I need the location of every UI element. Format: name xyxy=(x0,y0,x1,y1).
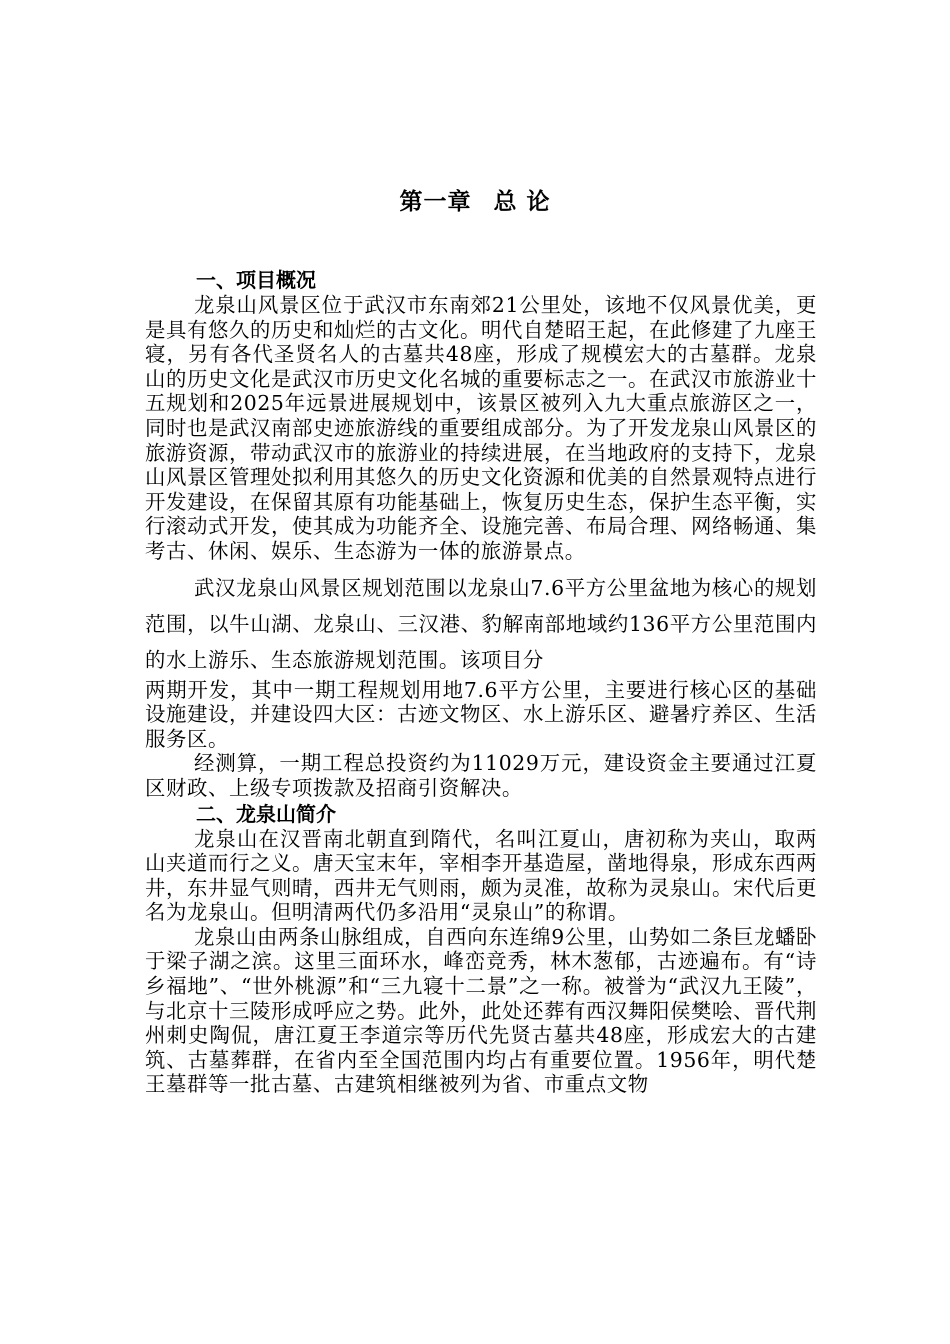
paragraph-name-history: 龙泉山在汉晋南北朝直到隋代，名叫江夏山，唐初称为夹山，取两山夹道而行之义。唐天宝末年，宰相李开基造屋，凿地得泉，形成东西两井，东井显气则晴，西井无气则雨，颇为灵准，故称为灵泉山。宋代后更名为龙泉山。但明清两代仍多沿用“灵泉山”的称谓。 xyxy=(145,826,817,925)
chapter-number: 第一章 xyxy=(399,189,472,215)
section-heading-longquan: 二、龙泉山简介 xyxy=(196,801,336,826)
chapter-title xyxy=(0,183,950,216)
paragraph-overview-intro: 龙泉山风景区位于武汉市东南郊21公里处，该地不仅风景优美，更是具有悠久的历史和灿烂的古文化。明代自楚昭王起，在此修建了九座王寝，另有各代圣贤名人的古墓共48座，形成了规模宏大的古墓群。龙泉山的历史文化是武汉市历史文化名城的重要标志之一。在武汉市旅游业十五规划和2025年远景进展规划中，该景区被列入九大重点旅游区之一，同时也是武汉南部史迹旅游线的重要组成部分。为了开发龙泉山风景区的旅游资源，带动武汉市的旅游业的持续进展，在当地政府的支持下，龙泉山风景区管理处拟利用其悠久的历史文化资源和优美的自然景观特点进行开发建设，在保留其原有功能基础上，恢复历史生态，保护生态平衡，实行滚动式开发，使其成为功能齐全、设施完善、布局合理、网络畅通、集考古、休闲、娱乐、生态游为一体的旅游景点。 xyxy=(145,293,817,563)
paragraph-two-phase: 两期开发，其中一期工程规划用地7.6平方公里，主要进行核心区的基础设施建设，并建设四大区：古迹文物区、水上游乐区、避暑疗养区、生活服务区。 xyxy=(145,677,817,751)
chapter-name: 总 论 xyxy=(493,189,551,215)
section-heading-overview: 一、项目概况 xyxy=(196,268,316,292)
paragraph-planning-scope: 武汉龙泉山风景区规划范围以龙泉山7.6平方公里盆地为核心的规划范围，以牛山湖、龙泉山、三汉港、豹解南部地域约136平方公里范围内的水上游乐、生态旅游规划范围。该项目分 xyxy=(145,575,817,672)
document-body xyxy=(145,267,817,1097)
paragraph-geography: 龙泉山由两条山脉组成，自西向东连绵9公里，山势如二条巨龙蟠卧于梁子湖之滨。这里三面环水，峰峦竞秀，林木葱郁，古迹遍布。有“诗乡福地”、“世外桃源”和“三九寝十二景”之一称。被誉为“武汉九王陵”，与北京十三陵形成呼应之势。此外，此处还葬有西汉舞阳侯樊哙、晋代荆州刺史陶侃，唐江夏王李道宗等历代先贤古墓共48座，形成宏大的古建筑、古墓葬群，在省内至全国范围内均占有重要位置。1956年，明代楚王墓群等一批古墓、古建筑相继被列为省、市重点文物 xyxy=(145,924,817,1097)
paragraph-investment: 经测算，一期工程总投资约为11029万元，建设资金主要通过江夏区财政、上级专项拨款及招商引资解决。 xyxy=(145,751,817,800)
